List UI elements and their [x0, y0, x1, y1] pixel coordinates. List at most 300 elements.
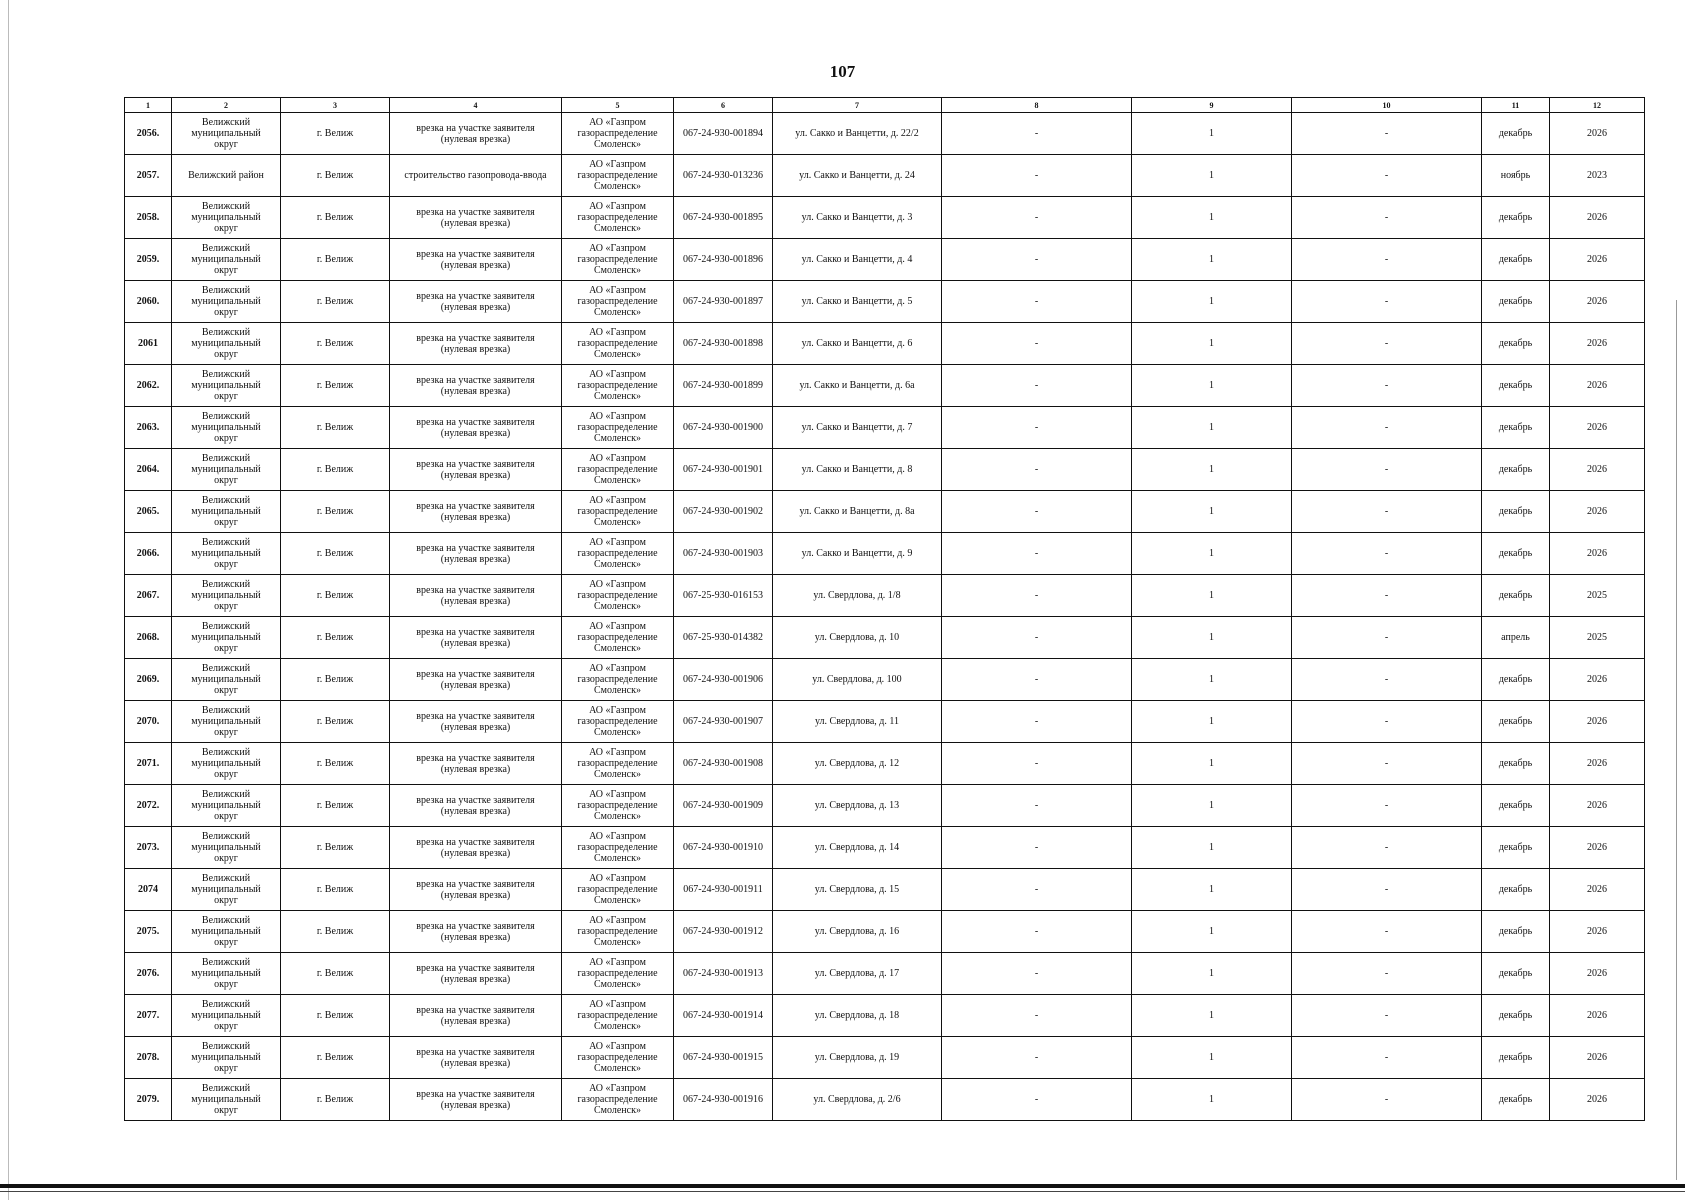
organization-line: газораспределение	[577, 170, 658, 181]
table-row	[125, 1079, 1645, 1121]
district-cell	[172, 617, 281, 659]
year-cell	[1550, 995, 1645, 1037]
town-cell	[281, 827, 390, 869]
address: ул. Свердлова, д. 10	[814, 632, 900, 643]
column-10-cell	[1292, 491, 1482, 533]
row-number-cell	[125, 155, 172, 197]
organization-cell-lines	[564, 747, 671, 780]
column-9-value: 1	[1209, 548, 1214, 559]
column-8-value: -	[1034, 1094, 1039, 1105]
organization-cell-lines	[564, 789, 671, 822]
completion-year: 2025	[1587, 632, 1607, 643]
object-code-cell	[674, 449, 773, 491]
column-8-value: -	[1034, 212, 1039, 223]
work-type-line: (нулевая врезка)	[440, 1099, 511, 1111]
organization-line: газораспределение	[577, 422, 658, 433]
object-code: 067-24-930-001908	[683, 758, 763, 769]
town-cell	[281, 281, 390, 323]
organization-line: газораспределение	[577, 338, 658, 349]
town-name: г. Велиж	[316, 968, 354, 979]
object-code: 067-24-930-001910	[683, 842, 763, 853]
month-cell	[1482, 659, 1550, 701]
page-number: 107	[829, 62, 856, 81]
row-number-cell	[125, 407, 172, 449]
year-cell	[1550, 239, 1645, 281]
district-line: Велижский	[201, 453, 251, 464]
organization-line: газораспределение	[577, 884, 658, 895]
row-number-cell	[125, 449, 172, 491]
organization-line: АО «Газпром	[589, 957, 646, 968]
column-header: 9	[1132, 98, 1292, 113]
district-cell	[172, 701, 281, 743]
work-type-cell-lines	[392, 417, 559, 439]
town-name: г. Велиж	[316, 1010, 354, 1021]
district-line: муниципальный	[191, 590, 261, 601]
district-cell	[172, 995, 281, 1037]
address: ул. Свердлова, д. 14	[814, 842, 900, 853]
organization-line: газораспределение	[577, 590, 658, 601]
address-cell	[773, 533, 942, 575]
district-line: муниципальный	[191, 380, 261, 391]
work-type-cell	[390, 827, 562, 869]
object-code: 067-24-930-001916	[683, 1094, 763, 1105]
work-type-line: (нулевая врезка)	[440, 805, 511, 817]
row-number: 2079.	[136, 1094, 160, 1105]
work-type-cell-lines	[392, 585, 559, 607]
month-cell	[1482, 323, 1550, 365]
organization-line: газораспределение	[577, 800, 658, 811]
column-9-cell	[1132, 743, 1292, 785]
completion-month: декабрь	[1498, 674, 1533, 685]
completion-month: ноябрь	[1500, 170, 1531, 181]
column-8-value: -	[1034, 884, 1039, 895]
completion-month: декабрь	[1498, 968, 1533, 979]
column-9-cell	[1132, 575, 1292, 617]
column-8-cell	[942, 155, 1132, 197]
organization-line: АО «Газпром	[589, 915, 646, 926]
row-number-cell	[125, 575, 172, 617]
row-number-cell	[125, 827, 172, 869]
address: ул. Сакко и Ванцетти, д. 6а	[799, 380, 915, 391]
address: ул. Сакко и Ванцетти, д. 3	[801, 212, 913, 223]
district-line: муниципальный	[191, 296, 261, 307]
district-line: округ	[214, 307, 238, 318]
month-cell	[1482, 449, 1550, 491]
year-cell	[1550, 659, 1645, 701]
row-number-cell	[125, 953, 172, 995]
year-cell	[1550, 491, 1645, 533]
month-cell	[1482, 281, 1550, 323]
month-cell	[1482, 869, 1550, 911]
organization-line: газораспределение	[577, 1052, 658, 1063]
town-name: г. Велиж	[316, 590, 354, 601]
organization-cell	[562, 827, 674, 869]
object-code: 067-24-930-001900	[683, 422, 763, 433]
organization-cell-lines	[564, 663, 671, 696]
row-number: 2064.	[136, 464, 160, 475]
town-name: г. Велиж	[316, 212, 354, 223]
district-cell	[172, 239, 281, 281]
column-9-cell	[1132, 155, 1292, 197]
completion-year: 2026	[1587, 800, 1607, 811]
district-line: Велижский	[201, 1041, 251, 1052]
organization-line: АО «Газпром	[589, 537, 646, 548]
district-line: округ	[214, 223, 238, 234]
district-line: Велижский	[201, 495, 251, 506]
organization-line: газораспределение	[577, 548, 658, 559]
address: ул. Свердлова, д. 18	[814, 1010, 900, 1021]
column-9-cell	[1132, 449, 1292, 491]
district-cell	[172, 155, 281, 197]
completion-year: 2026	[1587, 674, 1607, 685]
work-type-cell-lines	[392, 711, 559, 733]
district-line: муниципальный	[191, 968, 261, 979]
district-cell	[172, 197, 281, 239]
column-9-value: 1	[1209, 926, 1214, 937]
column-8-value: -	[1034, 338, 1039, 349]
work-type-line: (нулевая врезка)	[440, 133, 511, 145]
completion-month: декабрь	[1498, 422, 1533, 433]
district-line: округ	[214, 895, 238, 906]
column-8-cell	[942, 113, 1132, 155]
work-type-cell-lines	[392, 249, 559, 271]
column-10-value: -	[1384, 674, 1389, 685]
work-type-line: врезка на участке заявителя	[416, 416, 535, 428]
town-cell	[281, 1037, 390, 1079]
work-type-line: (нулевая врезка)	[440, 679, 511, 691]
object-code: 067-24-930-001895	[683, 212, 763, 223]
row-number: 2070.	[136, 716, 160, 727]
work-type-line: врезка на участке заявителя	[416, 332, 535, 344]
organization-line: Смоленск»	[594, 811, 641, 822]
month-cell	[1482, 827, 1550, 869]
completion-year: 2026	[1587, 464, 1607, 475]
column-8-cell	[942, 701, 1132, 743]
work-type-cell-lines	[392, 207, 559, 229]
completion-year: 2026	[1587, 254, 1607, 265]
column-8-cell	[942, 995, 1132, 1037]
work-type-cell-lines	[392, 1047, 559, 1069]
month-cell	[1482, 1037, 1550, 1079]
object-code-cell	[674, 743, 773, 785]
work-type-line: (нулевая врезка)	[440, 1015, 511, 1027]
column-10-cell	[1292, 785, 1482, 827]
town-name: г. Велиж	[316, 1052, 354, 1063]
organization-line: АО «Газпром	[589, 747, 646, 758]
column-9-value: 1	[1209, 296, 1214, 307]
town-name: г. Велиж	[316, 758, 354, 769]
organization-line: газораспределение	[577, 632, 658, 643]
work-type-line: (нулевая врезка)	[440, 385, 511, 397]
town-name: г. Велиж	[316, 548, 354, 559]
organization-line: Смоленск»	[594, 475, 641, 486]
district-line: округ	[214, 811, 238, 822]
work-type-line: (нулевая врезка)	[440, 847, 511, 859]
organization-line: газораспределение	[577, 464, 658, 475]
organization-line: газораспределение	[577, 842, 658, 853]
column-8-cell	[942, 659, 1132, 701]
completion-year: 2026	[1587, 548, 1607, 559]
completion-month: декабрь	[1498, 380, 1533, 391]
address-cell	[773, 953, 942, 995]
month-cell	[1482, 995, 1550, 1037]
district-line: Велижский	[201, 705, 251, 716]
organization-cell	[562, 617, 674, 659]
district-line: муниципальный	[191, 884, 261, 895]
town-name: г. Велиж	[316, 716, 354, 727]
district-cell-lines	[174, 747, 278, 780]
district-cell-lines	[174, 1041, 278, 1074]
work-type-line: (нулевая врезка)	[440, 259, 511, 271]
row-number: 2056.	[136, 128, 160, 139]
column-9-value: 1	[1209, 884, 1214, 895]
object-code: 067-24-930-001894	[683, 128, 763, 139]
organization-cell	[562, 869, 674, 911]
work-type-line: (нулевая врезка)	[440, 595, 511, 607]
organization-line: Смоленск»	[594, 433, 641, 444]
work-type-line: (нулевая врезка)	[440, 931, 511, 943]
column-9-cell	[1132, 869, 1292, 911]
column-10-value: -	[1384, 1010, 1389, 1021]
object-code: 067-24-930-001897	[683, 296, 763, 307]
table-row	[125, 617, 1645, 659]
completion-year: 2026	[1587, 212, 1607, 223]
month-cell	[1482, 407, 1550, 449]
object-code-cell	[674, 701, 773, 743]
column-8-value: -	[1034, 128, 1039, 139]
row-number-cell	[125, 491, 172, 533]
work-type-line: строительство газопровода-ввода	[404, 170, 547, 181]
work-type-cell-lines	[392, 1005, 559, 1027]
organization-line: Смоленск»	[594, 727, 641, 738]
organization-line: АО «Газпром	[589, 159, 646, 170]
organization-cell	[562, 197, 674, 239]
column-8-value: -	[1034, 1010, 1039, 1021]
column-9-value: 1	[1209, 1010, 1214, 1021]
address-cell	[773, 407, 942, 449]
address: ул. Свердлова, д. 19	[814, 1052, 900, 1063]
table-row	[125, 1037, 1645, 1079]
work-type-cell	[390, 197, 562, 239]
district-line: Велижский	[201, 201, 251, 212]
table-row	[125, 575, 1645, 617]
district-cell-lines	[174, 957, 278, 990]
work-type-line: врезка на участке заявителя	[416, 668, 535, 680]
row-number-cell	[125, 659, 172, 701]
year-cell	[1550, 197, 1645, 239]
district-line: округ	[214, 391, 238, 402]
column-8-cell	[942, 491, 1132, 533]
district-line: муниципальный	[191, 212, 261, 223]
district-line: муниципальный	[191, 464, 261, 475]
organization-line: Смоленск»	[594, 643, 641, 654]
district-line: муниципальный	[191, 128, 261, 139]
object-code-cell	[674, 365, 773, 407]
organization-line: газораспределение	[577, 674, 658, 685]
column-9-cell	[1132, 827, 1292, 869]
column-9-value: 1	[1209, 674, 1214, 685]
object-code-cell	[674, 659, 773, 701]
address: ул. Сакко и Ванцетти, д. 8	[801, 464, 913, 475]
column-8-value: -	[1034, 296, 1039, 307]
organization-line: газораспределение	[577, 1010, 658, 1021]
organization-cell	[562, 575, 674, 617]
district-line: Велижский	[201, 327, 251, 338]
district-cell	[172, 743, 281, 785]
town-cell	[281, 701, 390, 743]
organization-line: газораспределение	[577, 716, 658, 727]
work-type-cell	[390, 575, 562, 617]
column-9-cell	[1132, 365, 1292, 407]
district-line: Велижский	[201, 369, 251, 380]
column-9-cell	[1132, 1037, 1292, 1079]
year-cell	[1550, 281, 1645, 323]
district-cell-lines	[174, 537, 278, 570]
gasification-registry-table	[124, 97, 1645, 1121]
district-cell	[172, 407, 281, 449]
column-10-cell	[1292, 197, 1482, 239]
row-number: 2078.	[136, 1052, 160, 1063]
column-9-cell	[1132, 911, 1292, 953]
completion-month: декабрь	[1498, 548, 1533, 559]
row-number: 2066.	[136, 548, 160, 559]
completion-month: декабрь	[1498, 338, 1533, 349]
organization-line: АО «Газпром	[589, 1083, 646, 1094]
district-line: муниципальный	[191, 800, 261, 811]
column-10-cell	[1292, 869, 1482, 911]
page-bottom-rule-thin	[0, 1191, 1685, 1192]
row-number: 2076.	[136, 968, 160, 979]
table-row	[125, 659, 1645, 701]
address-cell	[773, 113, 942, 155]
column-header: 1	[125, 98, 172, 113]
work-type-line: (нулевая врезка)	[440, 721, 511, 733]
organization-cell-lines	[564, 411, 671, 444]
object-code: 067-24-930-001899	[683, 380, 763, 391]
town-cell	[281, 617, 390, 659]
district-line: округ	[214, 475, 238, 486]
column-10-value: -	[1384, 464, 1389, 475]
work-type-cell	[390, 617, 562, 659]
scan-margin-line	[8, 0, 9, 1200]
column-8-value: -	[1034, 842, 1039, 853]
organization-line: Смоленск»	[594, 307, 641, 318]
completion-year: 2026	[1587, 296, 1607, 307]
organization-line: газораспределение	[577, 128, 658, 139]
organization-cell	[562, 449, 674, 491]
completion-year: 2026	[1587, 422, 1607, 433]
table-row	[125, 869, 1645, 911]
completion-month: декабрь	[1498, 128, 1533, 139]
month-cell	[1482, 491, 1550, 533]
column-8-cell	[942, 533, 1132, 575]
object-code-cell	[674, 113, 773, 155]
town-cell	[281, 575, 390, 617]
organization-cell-lines	[564, 705, 671, 738]
table-row	[125, 113, 1645, 155]
district-line: муниципальный	[191, 926, 261, 937]
work-type-line: (нулевая врезка)	[440, 1057, 511, 1069]
row-number-cell	[125, 365, 172, 407]
month-cell	[1482, 239, 1550, 281]
town-name: г. Велиж	[316, 128, 354, 139]
row-number: 2072.	[136, 800, 160, 811]
work-type-cell	[390, 953, 562, 995]
organization-cell-lines	[564, 537, 671, 570]
column-10-cell	[1292, 323, 1482, 365]
column-8-value: -	[1034, 380, 1039, 391]
column-10-value: -	[1384, 842, 1389, 853]
town-cell	[281, 659, 390, 701]
district-cell-lines	[174, 873, 278, 906]
month-cell	[1482, 743, 1550, 785]
column-9-cell	[1132, 239, 1292, 281]
column-9-cell	[1132, 953, 1292, 995]
organization-cell	[562, 659, 674, 701]
district-line: округ	[214, 643, 238, 654]
month-cell	[1482, 701, 1550, 743]
column-8-cell	[942, 785, 1132, 827]
organization-line: АО «Газпром	[589, 579, 646, 590]
column-10-value: -	[1384, 590, 1389, 601]
work-type-line: врезка на участке заявителя	[416, 920, 535, 932]
work-type-line: врезка на участке заявителя	[416, 206, 535, 218]
work-type-line: врезка на участке заявителя	[416, 878, 535, 890]
district-line: округ	[214, 517, 238, 528]
row-number-cell	[125, 1037, 172, 1079]
column-8-cell	[942, 827, 1132, 869]
organization-line: АО «Газпром	[589, 831, 646, 842]
column-header: 5	[562, 98, 674, 113]
scan-edge-line	[1676, 300, 1677, 1180]
object-code: 067-25-930-014382	[683, 632, 763, 643]
address-cell	[773, 911, 942, 953]
column-8-cell	[942, 281, 1132, 323]
district-cell-lines	[174, 369, 278, 402]
work-type-cell	[390, 113, 562, 155]
work-type-cell	[390, 785, 562, 827]
organization-cell-lines	[564, 327, 671, 360]
object-code-cell	[674, 911, 773, 953]
completion-month: декабрь	[1498, 842, 1533, 853]
district-cell	[172, 911, 281, 953]
completion-year: 2026	[1587, 380, 1607, 391]
district-line: Велижский	[201, 915, 251, 926]
district-cell-lines	[174, 285, 278, 318]
town-cell	[281, 743, 390, 785]
row-number-cell	[125, 197, 172, 239]
town-cell	[281, 197, 390, 239]
table-row	[125, 785, 1645, 827]
column-10-value: -	[1384, 716, 1389, 727]
town-name: г. Велиж	[316, 800, 354, 811]
district-line: округ	[214, 1063, 238, 1074]
address-cell	[773, 701, 942, 743]
column-9-cell	[1132, 617, 1292, 659]
work-type-cell-lines	[392, 333, 559, 355]
work-type-cell	[390, 1037, 562, 1079]
column-10-value: -	[1384, 422, 1389, 433]
organization-cell-lines	[564, 579, 671, 612]
address: ул. Свердлова, д. 11	[814, 716, 899, 727]
column-10-cell	[1292, 113, 1482, 155]
column-10-cell	[1292, 659, 1482, 701]
district-line: муниципальный	[191, 632, 261, 643]
work-type-cell-lines	[392, 123, 559, 145]
work-type-cell	[390, 281, 562, 323]
town-name: г. Велиж	[316, 632, 354, 643]
column-10-value: -	[1384, 254, 1389, 265]
